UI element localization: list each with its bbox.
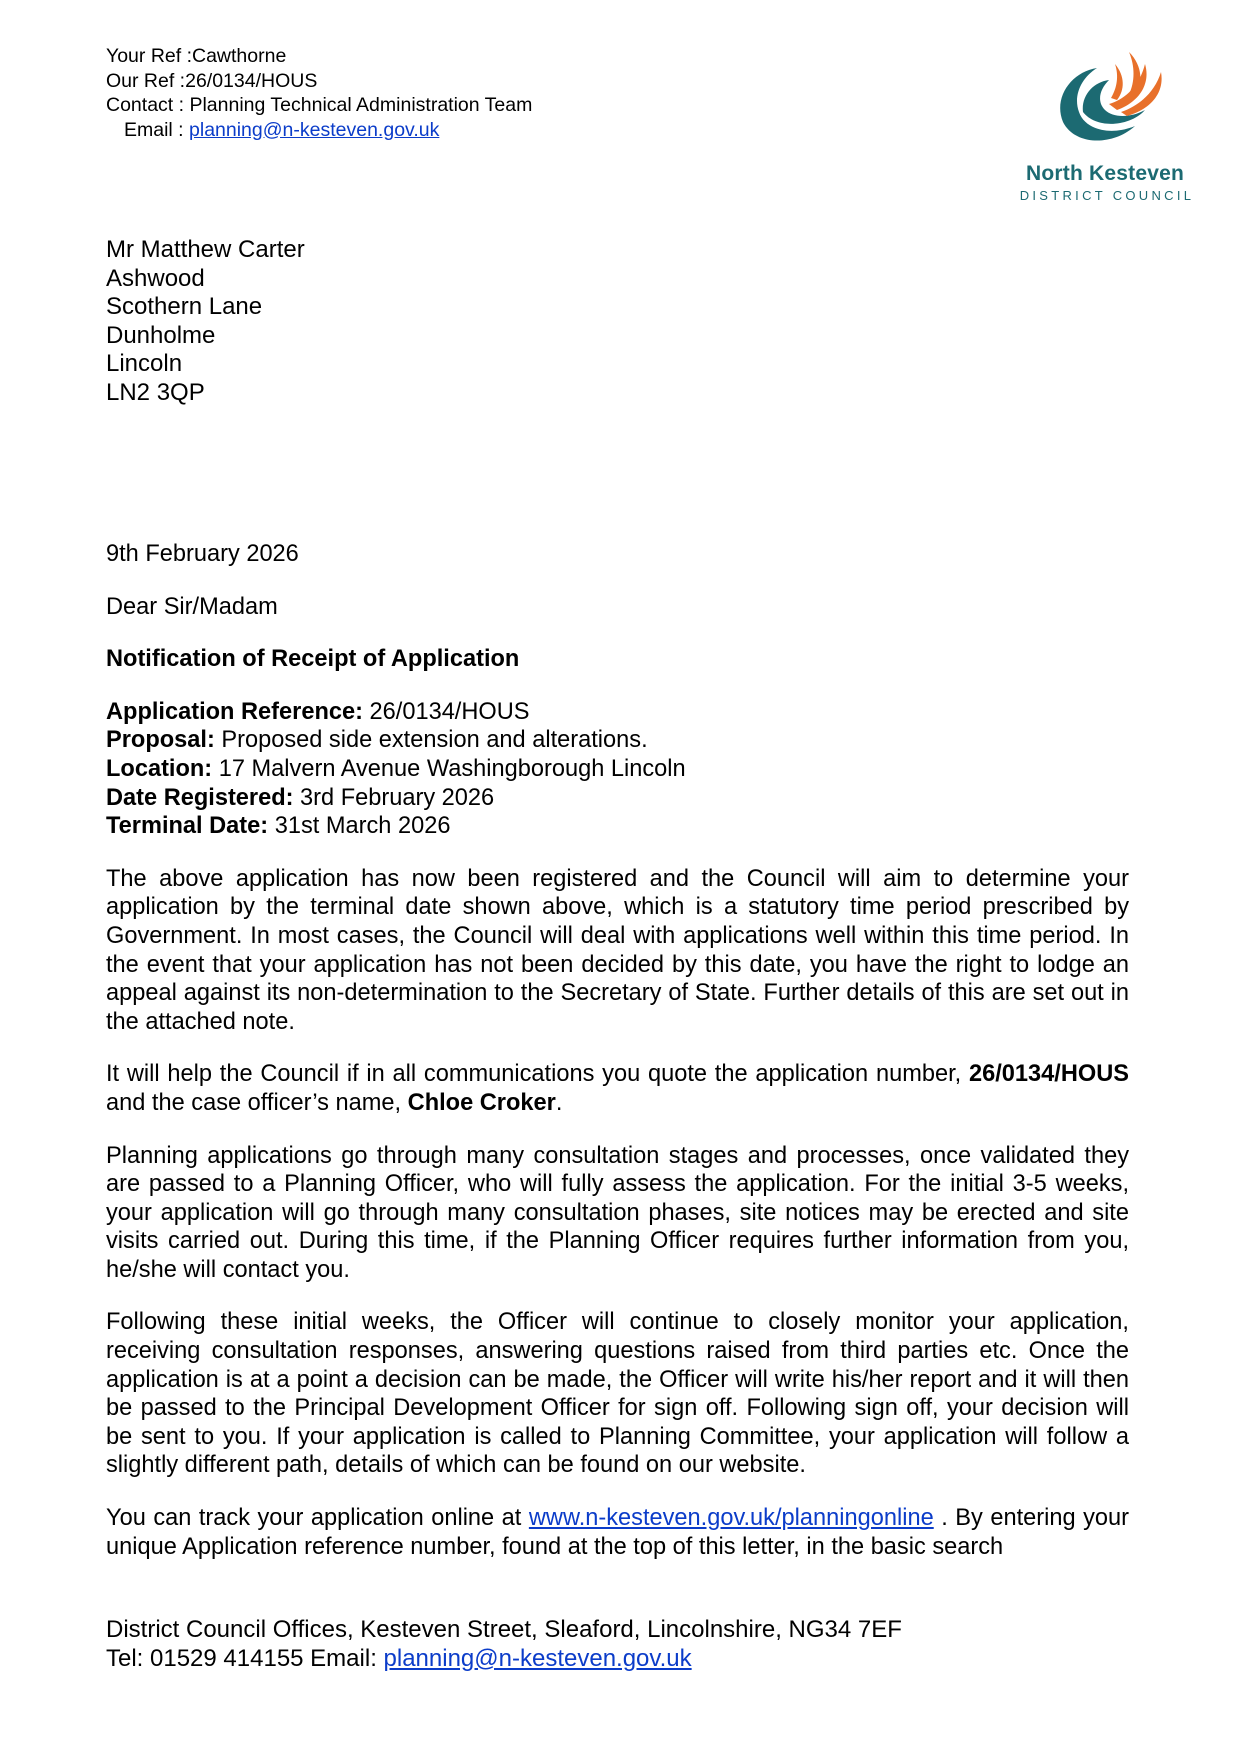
contact: Contact : Planning Technical Administration Team [106,94,533,116]
email-link[interactable]: planning@n-kesteven.gov.uk [189,118,440,141]
detail-row [106,755,1129,784]
paragraph-registration: The above application has now been registered and the Council will aim to determine your application by the terminal date shown above, which is a statutory time period prescribed by Government. In most cases, the Council will deal with applications well within this time period. In the event that your application has not been decided by this date, you have the right to lodge an appeal against its non-determination to the Secretary of State. Further details of this are set out in the attached note. [106,865,1129,1035]
letter-body [106,540,1129,1561]
address-line: Dunholme [106,321,216,349]
detail-label: Location: [106,755,213,782]
your-ref: Your Ref :Cawthorne [106,45,287,67]
subject-text: Notification of Receipt of Application [106,646,520,673]
para2-text: and the case officer’s name, [106,1089,408,1116]
detail-value: 26/0134/HOUS [362,698,530,725]
detail-label: Date Registered: [106,784,294,811]
para5-text: . By entering your unique Application reference number, found at the top of this letter, in the basic search [106,1505,1129,1560]
footer-email-link[interactable]: planning@n-kesteven.gov.uk [383,1644,692,1672]
reference-block [106,44,532,142]
paragraph-quote-reference [106,1060,1129,1117]
subject-heading [106,645,1129,674]
case-officer-name: Chloe Croker [407,1089,556,1116]
para2-text: It will help the Council if in all communications you quote the application number, [106,1061,969,1088]
footer [106,1616,902,1673]
recipient-address [106,236,305,408]
detail-label: Proposal: [106,727,215,754]
application-details [106,698,1129,841]
application-number: 26/0134/HOUS [968,1061,1129,1088]
detail-value: Proposed side extension and alterations. [214,727,648,754]
detail-value: 31st March 2026 [268,813,451,840]
paragraph-consultation: Planning applications go through many consultation stages and processes, once validated they are passed to a Planning Officer, who will fully assess the application. For the initial 3-5 weeks, your application will go through many consultation phases, site notices may be erected and site visits carried out. During this time, if the Planning Officer requires further information from you, he/she will contact you. [106,1142,1129,1283]
paragraph-track-online [106,1504,1129,1561]
logo-subtitle: DISTRICT COUNCIL [1019,188,1195,203]
planning-online-link[interactable]: www.n-kesteven.gov.uk/planningonline [528,1505,934,1532]
detail-row [106,784,1129,813]
address-line: Lincoln [106,350,183,378]
detail-label: Terminal Date: [106,813,269,840]
detail-row [106,812,1129,841]
detail-value: 3rd February 2026 [293,784,495,811]
para2-text: . [555,1089,563,1116]
swirl-logo-icon [1051,50,1171,150]
letter-date: 9th February 2026 [106,541,299,567]
footer-address: District Council Offices, Kesteven Street, Sleaford, Lincolnshire, NG34 7EF [106,1616,902,1643]
detail-value: 17 Malvern Avenue Washingborough Lincoln [212,755,686,782]
address-line: Mr Matthew Carter [106,236,305,263]
detail-label: Application Reference: [106,698,363,725]
salutation: Dear Sir/Madam [106,593,278,620]
footer-tel: Tel: 01529 414155 Email: [106,1644,384,1672]
detail-row [106,698,1129,727]
address-line: Ashwood [106,264,205,292]
footer-contact [106,1645,902,1674]
email-label: Email : [124,118,190,141]
para5-text: You can track your application online at [106,1505,529,1532]
our-ref: Our Ref :26/0134/HOUS [106,69,318,92]
address-line: Scothern Lane [106,293,263,321]
detail-row [106,726,1129,755]
logo-name: North Kesteven [1025,162,1184,185]
address-line: LN2 3QP [106,378,205,406]
email-row [106,118,532,143]
paragraph-process: Following these initial weeks, the Officer will continue to closely monitor your application, receiving consultation responses, answering questions raised from third parties etc. Once the application is at a point a decision can be made, the Officer will write his/her report and it will then be passed to the Principal Development Officer for sign off. Following sign off, your decision will be sent to you. If your application is called to Planning Committee, your application will follow a slightly different path, details of which can be found on our website. [106,1309,1129,1479]
